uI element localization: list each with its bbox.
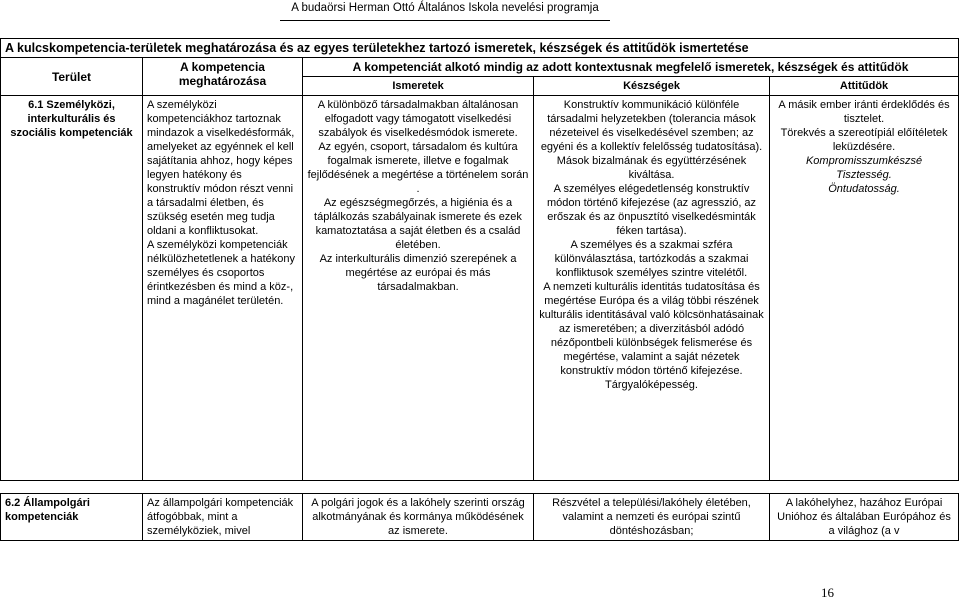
area-cell: 6.2 Állampolgári kompetenciák — [1, 494, 143, 541]
paragraph: Öntudatosság. — [828, 183, 900, 195]
page-number: 16 — [821, 585, 834, 600]
attitudes-cell: A lakóhelyhez, hazához Európai Unióhoz és általában Európához és a világhoz (a v — [770, 494, 959, 541]
knowledge-cell — [303, 96, 534, 481]
header-attitudes: Attitűdök — [770, 77, 959, 96]
competence-table — [0, 38, 959, 541]
attitudes-cell — [770, 96, 959, 481]
header-skills: Készségek — [534, 77, 770, 96]
paragraph: A személyes és a szakmai szféra különválasztása, tartózkodás a szakmai konfliktusok személyes szintre vitelétől. — [554, 239, 749, 279]
paragraph: Mások bizalmának és együttérzésének kiváltása. — [556, 155, 747, 181]
table-row — [1, 96, 959, 481]
header-knowledge: Ismeretek — [303, 77, 534, 96]
paragraph: A személyes elégedetlenség konstruktív módon történő kifejezése (az agresszió, az erőszak és az önpusztító viselkedésminták féken tartása). — [546, 183, 757, 237]
paragraph: A különböző társadalmakban általánosan elfogadott vagy támogatott viselkedési szabályok és viselkedésmódok ismerete. — [317, 99, 519, 139]
paragraph: Törekvés a szereotípiál előítéletek leküzdésére. — [780, 127, 948, 153]
paragraph: A másik ember iránti érdeklődés és tisztelet. — [778, 99, 950, 125]
paragraph: Az egyén, csoport, társadalom és kultúra fogalmak ismerete, illetve e fogalmak fejlődésének a megértése a történelem során . — [307, 141, 529, 195]
paragraph: A személyközi kompetenciákhoz tartoznak mindazok a viselkedésformák, amelyeket az egyénnek el kell sajátítania ahhoz, hogy képes legyen hatékony és konstruktív módon részt venni a társadalmi életben, és szükség esetén meg tudja oldani a konfliktusokat. — [147, 99, 295, 237]
definition-cell: Az állampolgári kompetenciák átfogóbbak, mint a személyköziek, mivel — [143, 494, 303, 541]
area-cell: 6.1 Személyközi, interkulturális és szociális kompetenciák — [1, 96, 143, 481]
paragraph: Konstruktív kommunikáció különféle társadalmi helyzetekben (tolerancia mások nézeteivel és viselkedésével szemben; az egyéni és a kollektív felelősség tudatosítása). — [540, 99, 763, 153]
paragraph: A személyközi kompetenciák nélkülözhetetlenek a hatékony személyes és csoportos érintkezésben és mind a köz-, mind a magánélet területén. — [147, 239, 295, 307]
paragraph: Tárgyalóképesség. — [605, 379, 698, 391]
knowledge-cell: A polgári jogok és a lakóhely szerinti ország alkotmányának és kormánya működésének az ismerete. — [303, 494, 534, 541]
paragraph: Az egészségmegőrzés, a higiénia és a táplálkozás szabályainak ismerete és ezek kamatoztatása a saját életben és a család életében. — [314, 197, 522, 251]
paragraph: Az interkulturális dimenzió szerepének a megértése az európai és más társadalmakban. — [319, 253, 517, 293]
paragraph: Tisztesség. — [836, 169, 892, 181]
skills-cell: Részvétel a települési/lakóhely életében, valamint a nemzeti és európai szintű döntéshozásban; — [534, 494, 770, 541]
header-area: Terület — [1, 58, 143, 96]
header-definition: A kompetencia meghatározása — [143, 58, 303, 96]
page-header: A budaörsi Herman Ottó Általános Iskola nevelési programja — [280, 0, 610, 21]
table-row — [1, 494, 959, 541]
table-title: A kulcskompetencia-területek meghatározása és az egyes területekhez tartozó ismeretek, készségek és attitűdök ismertetése — [1, 39, 959, 58]
definition-cell — [143, 96, 303, 481]
paragraph: A nemzeti kulturális identitás tudatosítása és megértése Európa és a világ többi részének kulturális identitásával való kölcsönhatásainak az ismeretében; a diverzitásból adódó nézőpontbeli különbségek felismerése és megértése, valamint a saját nézetek konstruktív módon történő kifejezése. — [539, 281, 764, 377]
skills-cell — [534, 96, 770, 481]
header-components: A kompetenciát alkotó mindig az adott kontextusnak megfelelő ismeretek, készségek és attitűdök — [303, 58, 959, 77]
paragraph: Kompromisszumkészsé — [805, 155, 923, 167]
